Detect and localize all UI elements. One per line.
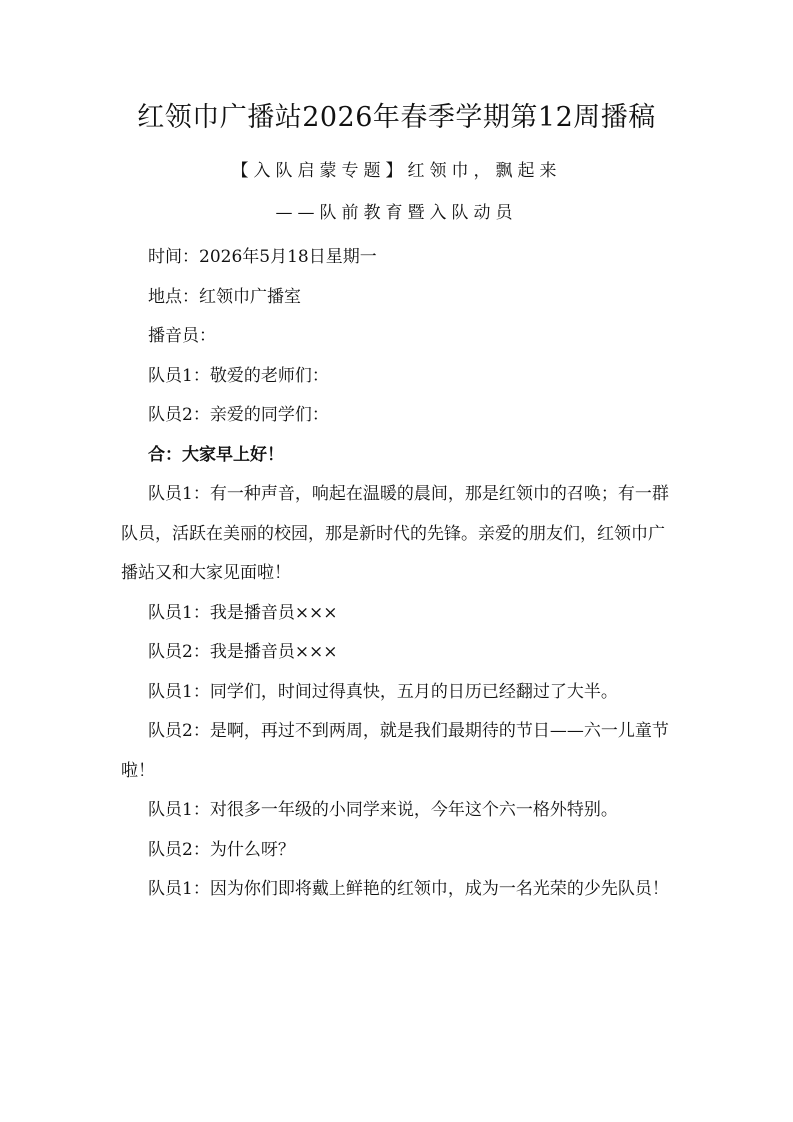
page-subtitle: 【入队启蒙专题】红领巾，飘起来: [231, 161, 562, 181]
script-line: 合：大家早上好！: [148, 444, 284, 465]
script-line: 队员1：我是播音员×××: [148, 602, 338, 623]
page-title: 红领巾广播站2026年春季学期第12周播稿: [137, 102, 656, 133]
place-line: 地点：红领巾广播室: [148, 286, 301, 307]
script-body: [121, 238, 681, 910]
announcer-line: 播音员：: [148, 326, 216, 346]
script-line: 队员1：有一种声音，响起在温暖的晨间，那是红领巾的召唤；有一群队员，活跃在美丽的校园，那是新时代的先锋。亲爱的朋友们，红领巾广播站又和大家见面啦！: [121, 484, 669, 583]
script-line: 队员2：为什么呀？: [148, 839, 295, 860]
script-line: 队员1：同学们，时间过得真快，五月的日历已经翻过了大半。: [148, 681, 618, 702]
script-line: 队员1：对很多一年级的小同学来说，今年这个六一格外特别。: [148, 800, 618, 820]
script-line: 队员1：敬爱的老师们：: [148, 365, 329, 386]
script-line: 队员2：是啊，再过不到两周，就是我们最期待的节日——六一儿童节啦！: [121, 721, 669, 781]
time-line: 时间：2026年5月18日星期一: [148, 247, 377, 267]
script-line: 队员2：亲爱的同学们：: [148, 405, 329, 425]
page-subtitle-secondary: ——队前教育暨入队动员: [275, 203, 518, 223]
script-line: 队员1：因为你们即将戴上鲜艳的红领巾，成为一名光荣的少先队员！: [148, 879, 669, 899]
script-line: 队员2：我是播音员×××: [148, 642, 338, 662]
